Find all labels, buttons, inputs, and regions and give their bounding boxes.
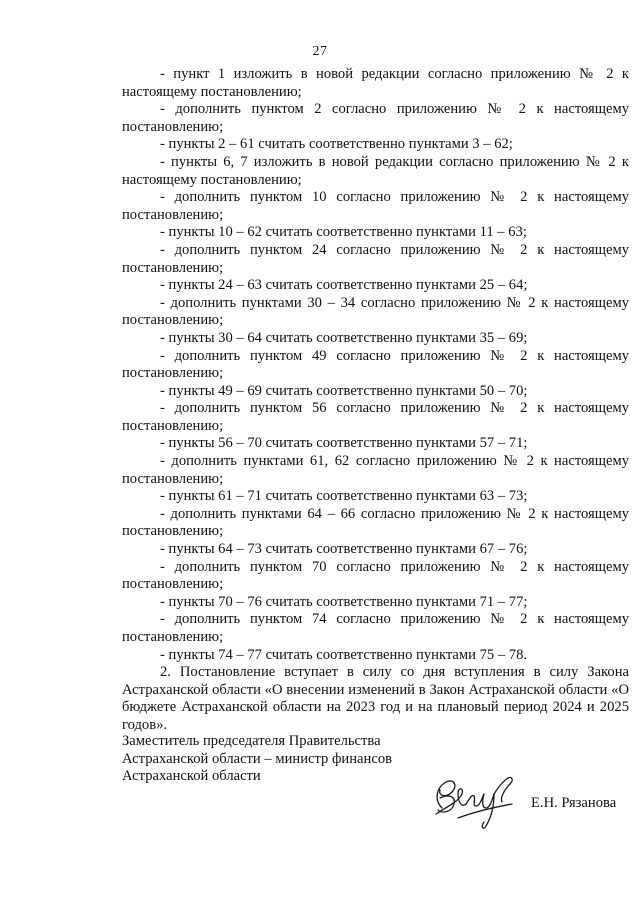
list-item: - пункты 30 – 64 считать соответственно пунктами 35 – 69; (160, 329, 528, 346)
list-item: - дополнить пунктом 56 согласно приложению № 2 к настоящему постановлению; (122, 400, 629, 434)
list-item: - пункты 74 – 77 считать соответственно пунктами 75 – 78. (160, 646, 528, 663)
signatory-title-line: Астраханской области – министр финансов (122, 750, 393, 767)
signatory-title-line: Заместитель председателя Правительства (122, 733, 381, 749)
list-item: - пункты 24 – 63 считать соответственно пунктами 25 – 64; (160, 277, 528, 294)
list-item: - дополнить пунктами 64 – 66 согласно приложению № 2 к настоящему постановлению; (122, 505, 629, 540)
signer-name: Е.Н. Рязанова (531, 795, 617, 811)
handwritten-signature (428, 768, 520, 830)
list-item: - пункты 56 – 70 считать соответственно пунктами 57 – 71; (160, 435, 528, 452)
list-item: - дополнить пунктами 61, 62 согласно приложению № 2 к настоящему постановлению; (122, 453, 629, 487)
list-item: - дополнить пунктом 24 согласно приложению № 2 к настоящему постановлению; (122, 241, 629, 276)
list-item: - пункты 70 – 76 считать соответственно пунктами 71 – 77; (160, 593, 528, 610)
list-item: - дополнить пунктом 10 согласно приложению № 2 к настоящему постановлению; (122, 189, 629, 223)
list-item: - дополнить пунктом 49 согласно приложению № 2 к настоящему постановлению; (122, 347, 629, 382)
list-item: - пункты 64 – 73 считать соответственно пунктами 67 – 76; (160, 541, 528, 558)
list-item: - пункты 2 – 61 считать соответственно пунктами 3 – 62; (160, 136, 513, 153)
list-item: - пункты 6, 7 изложить в новой редакции согласно приложению № 2 к настоящему постановлению; (122, 153, 629, 188)
list-item: - дополнить пунктом 2 согласно приложению № 2 к настоящему постановлению; (122, 101, 629, 135)
list-item: - дополнить пунктом 70 согласно приложению № 2 к настоящему постановлению; (122, 558, 629, 593)
page-number: 27 (312, 44, 328, 59)
list-item: - пункты 10 – 62 считать соответственно пунктами 11 – 63; (160, 224, 527, 241)
signatory-title (122, 733, 422, 786)
list-item: - пункты 49 – 69 считать соответственно пунктами 50 – 70; (160, 382, 528, 399)
list-item: - дополнить пунктом 74 согласно приложению № 2 к настоящему постановлению; (122, 611, 629, 645)
effective-date-paragraph: 2. Постановление вступает в силу со дня вступления в силу Закона Астраханской области «О внесении изменений в Закон Астраханской области «О бюджете Астраханской области на 2023 год и на плановый период 2024 и 2025 годов». (122, 664, 629, 733)
list-item: - пункты 61 – 71 считать соответственно пунктами 63 – 73; (160, 488, 528, 505)
list-item: - пункт 1 изложить в новой редакции согласно приложению № 2 к настоящему постановлению; (122, 66, 629, 100)
list-item: - дополнить пунктами 30 – 34 согласно приложению № 2 к настоящему постановлению; (122, 294, 629, 329)
signatory-title-line: Астраханской области (122, 768, 261, 785)
document-body (122, 66, 629, 735)
